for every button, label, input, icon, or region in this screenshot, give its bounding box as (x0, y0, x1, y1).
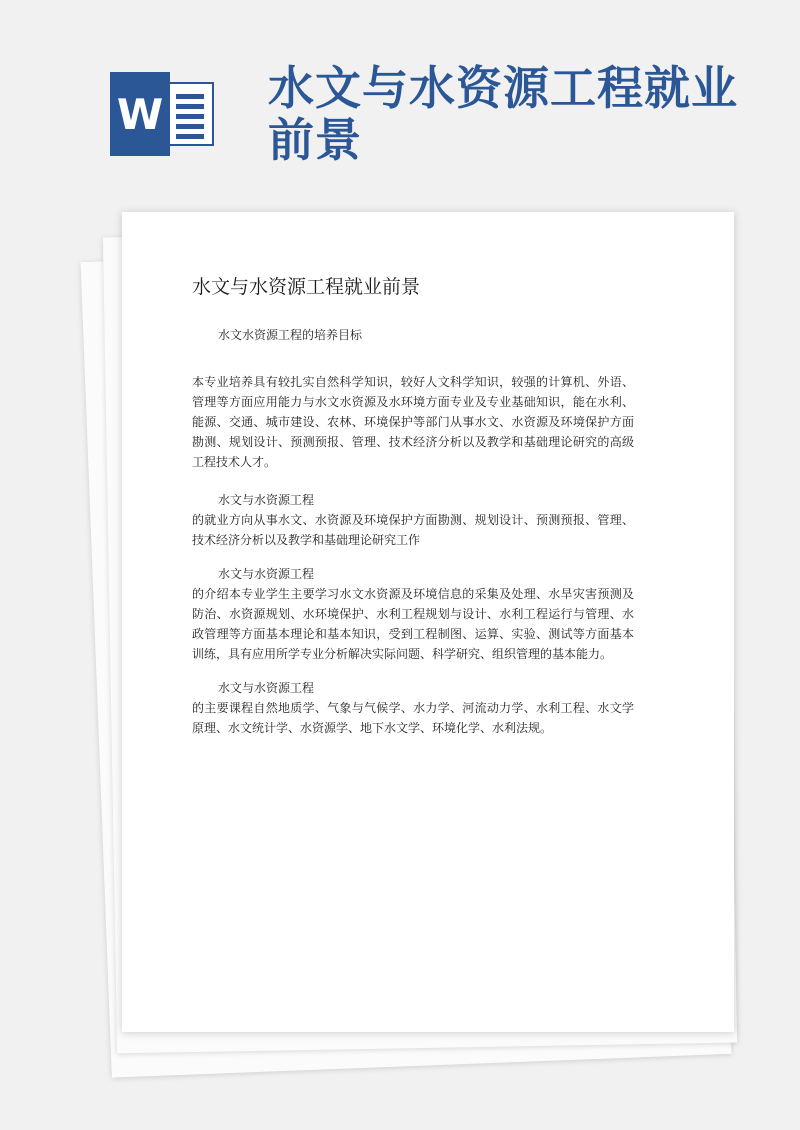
section-heading: 水文与水资源工程 (218, 681, 315, 695)
word-badge: W (110, 72, 170, 156)
document-subtitle: 水文水资源工程的培养目标 (218, 328, 363, 342)
intro-paragraph: 本专业培养具有较扎实自然科学知识，较好人文科学知识，较强的计算机、外语、管理等方面应用能力与水文水资源及水环境方面专业及专业基础知识，能在水利、能源、交通、城市建设、农林、环境保护等部门从事水文、水资源及环境保护方面勘测、规划设计、预测预报、管理、技术经济分析以及教学和基础理论研究的高级工程技术人才。 (192, 375, 634, 469)
section-heading: 水文与水资源工程 (218, 493, 315, 507)
document-content (192, 274, 634, 752)
document-title: 水文与水资源工程就业前景 (192, 276, 421, 298)
section-body: 的主要课程自然地质学、气象与气候学、水力学、河流动力学、水利工程、水文学原理、水文统计学、水资源学、地下水文学、环境化学、水利法规。 (192, 701, 634, 735)
section-employment (192, 490, 634, 550)
section-heading: 水文与水资源工程 (218, 567, 315, 581)
document-page (122, 212, 734, 1032)
page-title: 水文与水资源工程就业前景 (268, 61, 738, 167)
section-introduction (192, 564, 634, 664)
section-body: 的就业方向从事水文、水资源及环境保护方面勘测、规划设计、预测预报、管理、技术经济分析以及教学和基础理论研究工作 (192, 513, 634, 547)
section-body: 的介绍本专业学生主要学习水文水资源及环境信息的采集及处理、水旱灾害预测及防治、水资源规划、水环境保护、水利工程规划与设计、水利工程运行与管理、水政管理等方面基本理论和基本知识，受到工程制图、运算、实验、测试等方面基本训练，具有应用所学专业分析解决实际问题、科学研究、组织管理的基本能力。 (192, 587, 634, 661)
word-document-icon (110, 72, 214, 156)
section-courses (192, 678, 634, 738)
